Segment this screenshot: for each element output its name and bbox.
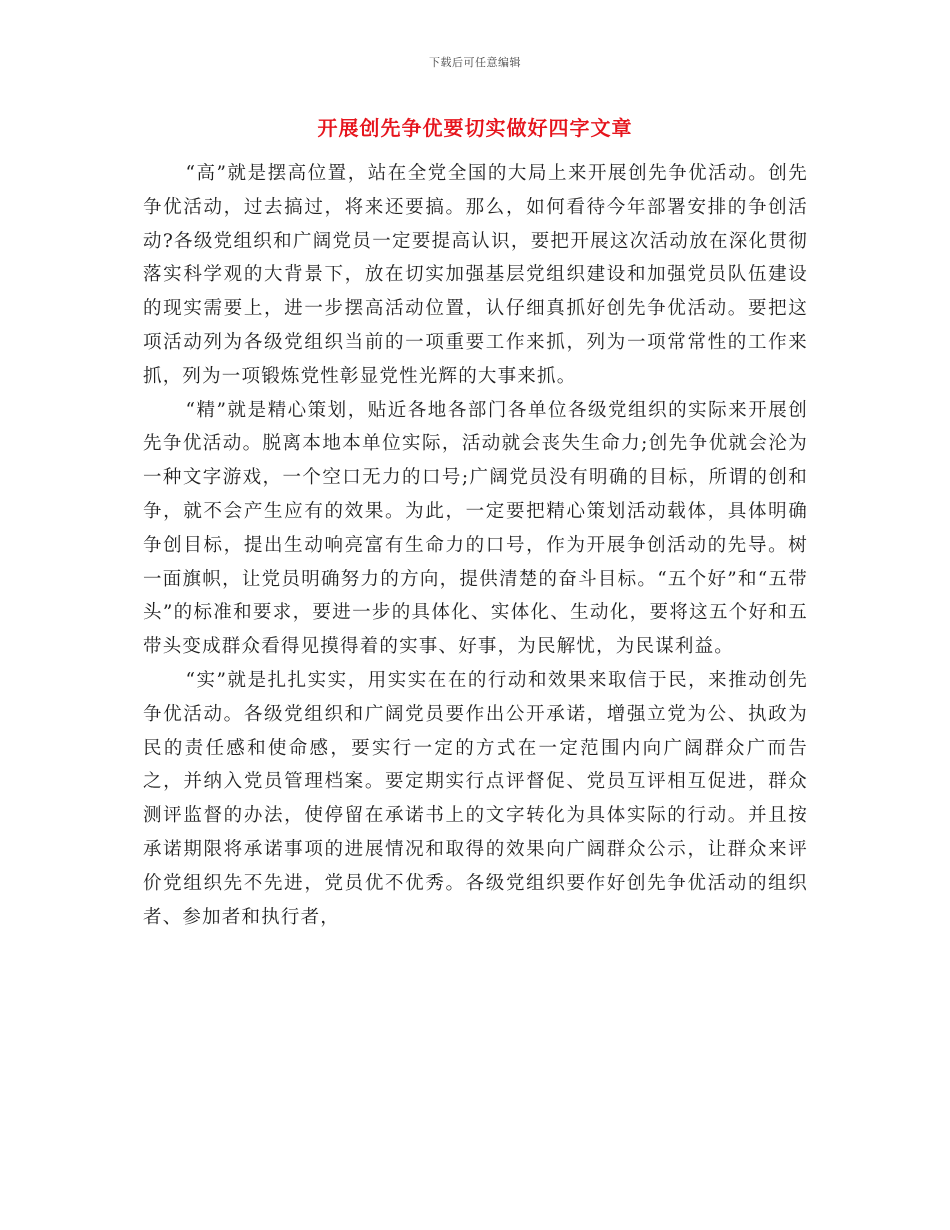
paragraph-shi: “实”就是扎扎实实，用实实在在的行动和效果来取信于民，来推动创先争优活动。各级党组织和广阔党员要作出公开承诺，增强立党为公、执政为民的责任感和使命感，要实行一定的方式在一定范围内向广阔群众广而告之，并纳入党员管理档案。要定期实行点评督促、党员互评相互促进，群众测评监督的办法，使停留在承诺书上的文字转化为具体实际的行动。并且按承诺期限将承诺事项的进展情况和取得的效果向广阔群众公示，让群众来评价党组织先不先进，党员优不优秀。各级党组织要作好创先争优活动的组织者、参加者和执行者， <box>143 669 808 928</box>
header-note: 下载后可任意编辑 <box>429 56 521 69</box>
paragraph-gao: “高”就是摆高位置，站在全党全国的大局上来开展创先争优活动。创先争优活动，过去搞过，将来还要搞。那么，如何看待今年部署安排的争创活动?各级党组织和广阔党员一定要提高认识，要把开展这次活动放在深化贯彻落实科学观的大背景下，放在切实加强基层党组织建设和加强党员队伍建设的现实需要上，进一步摆高活动位置，认仔细真抓好创先争优活动。要把这项活动列为各级党组织当前的一项重要工作来抓，列为一项常常性的工作来抓，列为一项锻炼党性彰显党性光辉的大事来抓。 <box>143 163 808 387</box>
document-body <box>143 157 808 934</box>
document-title: 开展创先争优要切实做好四字文章 <box>317 116 633 140</box>
paragraph-jing: “精”就是精心策划，贴近各地各部门各单位各级党组织的实际来开展创先争优活动。脱离本地本单位实际，活动就会丧失生命力;创先争优就会沦为一种文字游戏，一个空口无力的口号;广阔党员没有明确的目标，所谓的创和争，就不会产生应有的效果。为此，一定要把精心策划活动载体，具体明确争创目标，提出生动响亮富有生命力的口号，作为开展争创活动的先导。树一面旗帜，让党员明确努力的方向，提供清楚的奋斗目标。“五个好”和“五带头”的标准和要求，要进一步的具体化、实体化、生动化，要将这五个好和五带头变成群众看得见摸得着的实事、好事，为民解忧，为民谋利益。 <box>143 399 808 658</box>
